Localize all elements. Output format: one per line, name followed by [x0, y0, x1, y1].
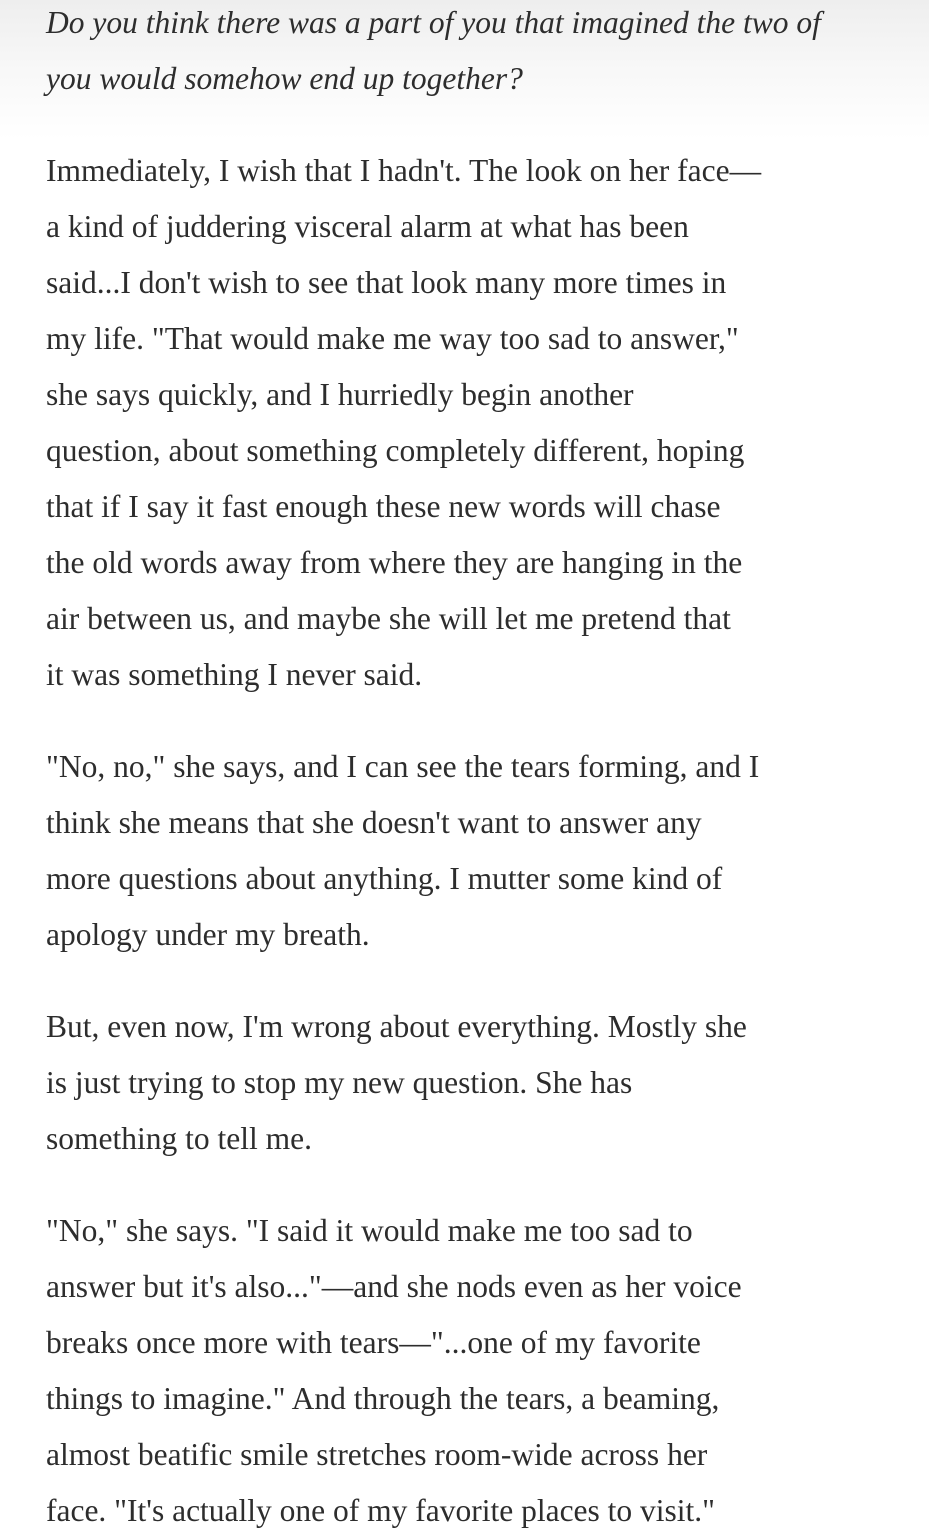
- text-line: said...I don't wish to see that look many more times in: [46, 265, 727, 300]
- body-paragraph: [46, 739, 906, 963]
- text-line: question, about something completely different, hoping: [46, 433, 745, 468]
- text-line: apology under my breath.: [46, 917, 370, 952]
- body-paragraph: [46, 143, 906, 703]
- text-line: things to imagine." And through the tears, a beaming,: [46, 1381, 720, 1416]
- text-line: Immediately, I wish that I hadn't. The look on her face—: [46, 153, 762, 188]
- text-line: something to tell me.: [46, 1121, 312, 1156]
- text-line: it was something I never said.: [46, 657, 423, 692]
- question-paragraph: [46, 0, 906, 107]
- text-line: breaks once more with tears—"...one of my favorite: [46, 1325, 701, 1360]
- text-line: a kind of juddering visceral alarm at what has been: [46, 209, 689, 244]
- text-line: almost beatific smile stretches room-wide across her: [46, 1437, 708, 1472]
- text-line: my life. "That would make me way too sad to answer,": [46, 321, 739, 356]
- text-line: that if I say it fast enough these new words will chase: [46, 489, 721, 524]
- text-line: But, even now, I'm wrong about everything. Mostly she: [46, 1009, 747, 1044]
- reader-page[interactable]: [46, 0, 906, 1539]
- text-line: is just trying to stop my new question. She has: [46, 1065, 633, 1100]
- text-line: the old words away from where they are hanging in the: [46, 545, 743, 580]
- text-line: "No," she says. "I said it would make me too sad to: [46, 1213, 693, 1248]
- text-line: think she means that she doesn't want to answer any: [46, 805, 702, 840]
- text-line: "No, no," she says, and I can see the tears forming, and I: [46, 749, 760, 784]
- text-line: you would somehow end up together?: [46, 61, 523, 96]
- text-line: air between us, and maybe she will let me pretend that: [46, 601, 731, 636]
- text-line: face. "It's actually one of my favorite places to visit.": [46, 1493, 716, 1528]
- text-line: more questions about anything. I mutter some kind of: [46, 861, 723, 896]
- body-paragraph: [46, 1203, 906, 1539]
- text-line: she says quickly, and I hurriedly begin another: [46, 377, 634, 412]
- text-line: Do you think there was a part of you that imagined the two of: [46, 5, 821, 40]
- text-line: answer but it's also..."—and she nods even as her voice: [46, 1269, 742, 1304]
- body-paragraph: [46, 999, 906, 1167]
